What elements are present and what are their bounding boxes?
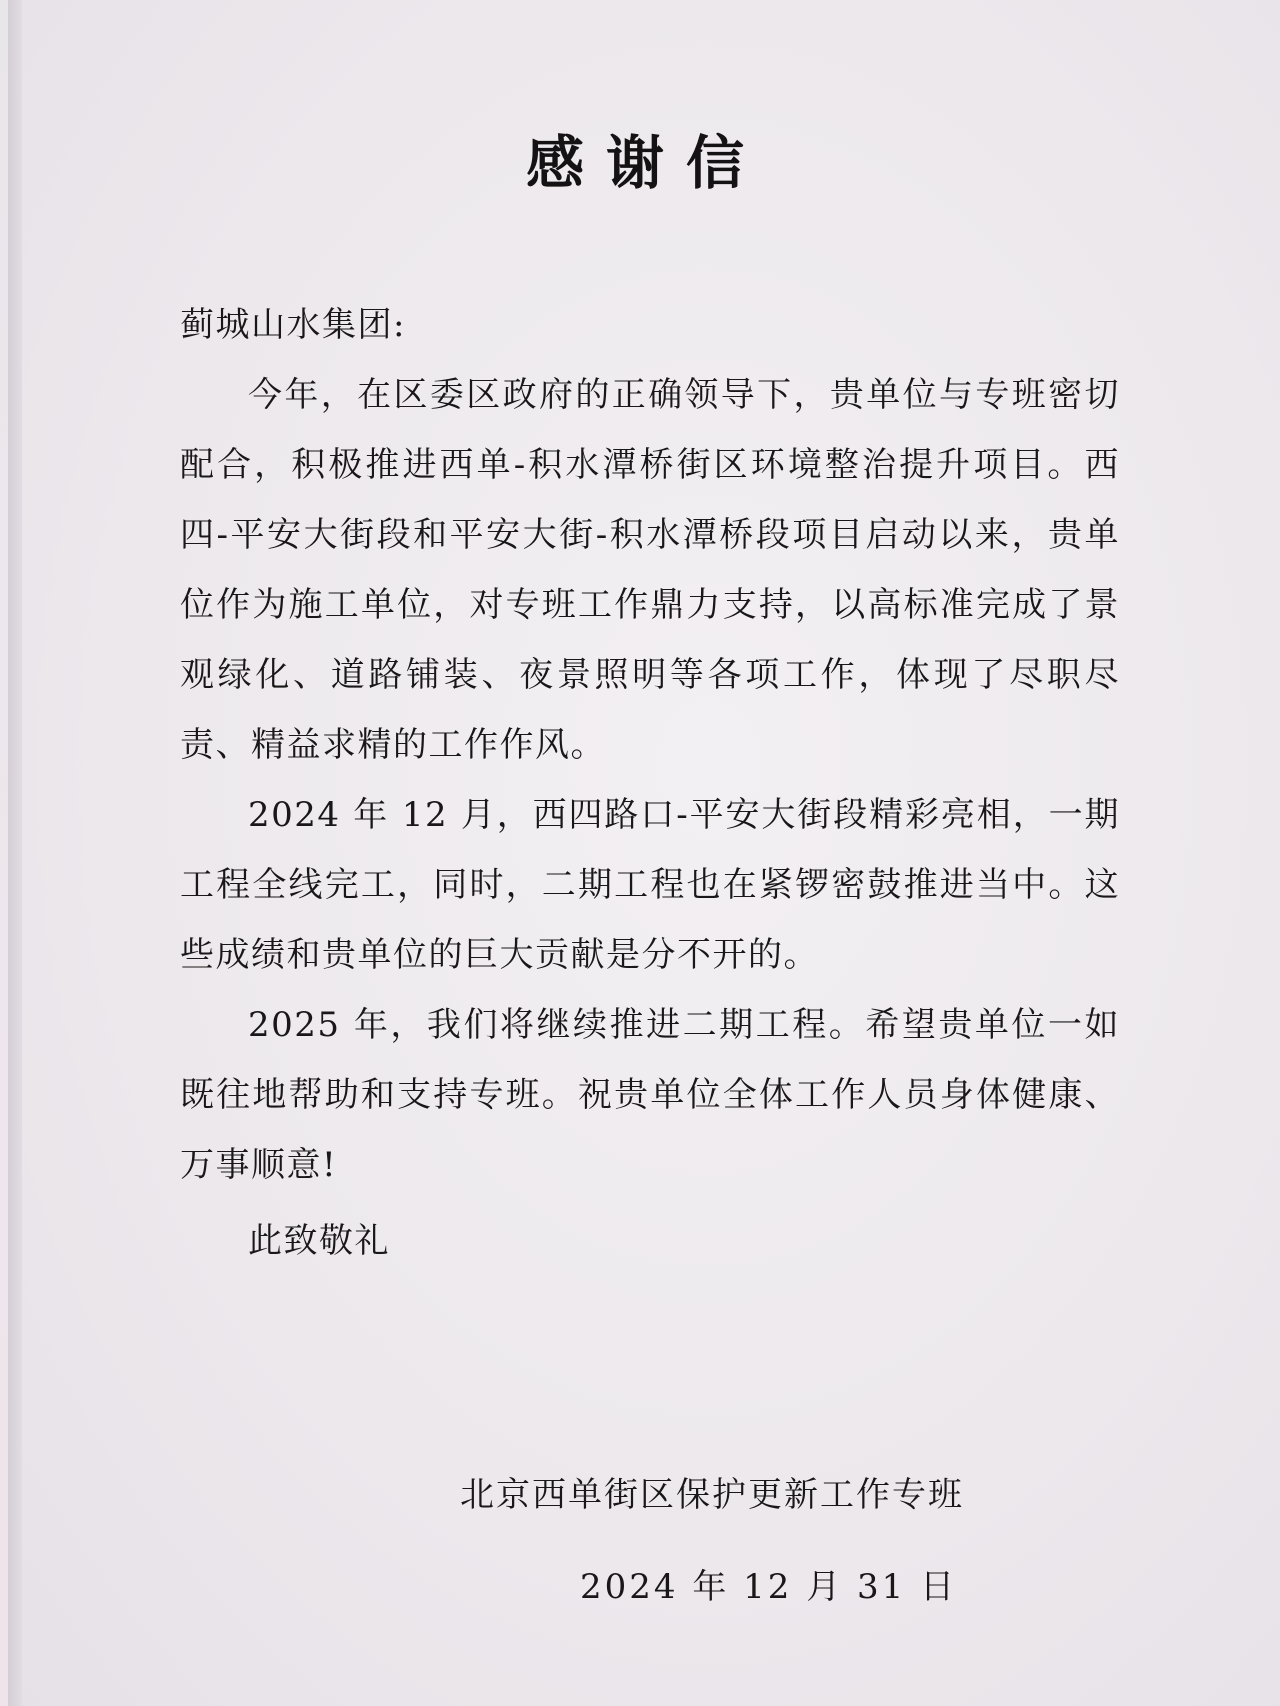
letter-title: 感谢信 (525, 129, 766, 197)
closing-phrase: 此致敬礼 (248, 1221, 390, 1261)
salutation: 蓟城山水集团: (180, 305, 406, 345)
page-edge-shadow (8, 0, 22, 1706)
paragraph-3: 2025 年，我们将继续推进二期工程。希望贵单位一如既往地帮助和支持专班。祝贵单位全体工作人员身体健康、万事顺意! (180, 1005, 1120, 1185)
letter-date: 2024 年 12 月 31 日 (580, 1567, 958, 1607)
paragraph-2: 2024 年 12 月，西四路口-平安大街段精彩亮相，一期工程全线完工，同时，二期工程也在紧锣密鼓推进当中。这些成绩和贵单位的巨大贡献是分不开的。 (180, 795, 1120, 975)
letter-body (180, 290, 1120, 1276)
signature-organization: 北京西单街区保护更新工作专班 (460, 1475, 964, 1515)
paragraph-1: 今年，在区委区政府的正确领导下，贵单位与专班密切配合，积极推进西单-积水潭桥街区环境整治提升项目。西四-平安大街段和平安大街-积水潭桥段项目启动以来，贵单位作为施工单位，对专班工作鼎力支持，以高标准完成了景观绿化、道路铺装、夜景照明等各项工作，体现了尽职尽责、精益求精的工作作风。 (180, 375, 1120, 765)
